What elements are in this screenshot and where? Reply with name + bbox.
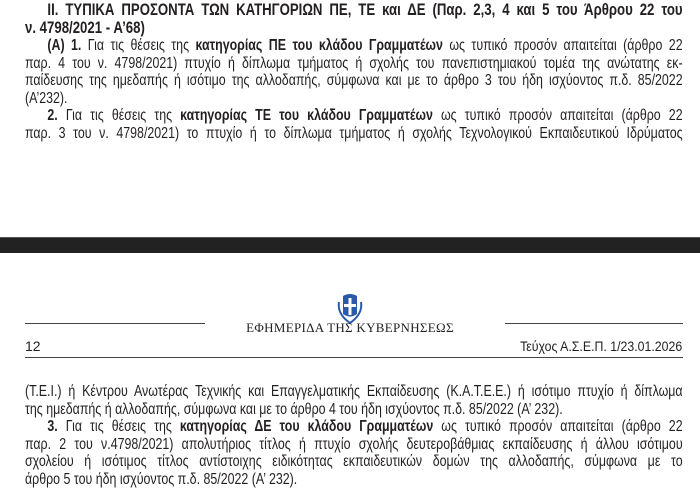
text: ως τυπικό προσόν απαιτείται (άρθρο 22 [433,418,683,435]
text-line: παρ. 2 του ν.4798/2021) απολυτήριος τίτλος ή πτυχίο σχολής δευτεροβάθμιας εκπαίδευσης ή άλλου ισότιμου [25,435,683,453]
text-line: της ημεδαπής ή αλλοδαπής, σύμφωνα και με το άρθρο 4 του ήδη ισχύοντος π.δ. 85/2022 (Α’ 232). [25,400,563,418]
paragraph-3 [25,418,683,436]
section-heading-cont: ν. 4798/2021 - Α’68) [25,19,145,37]
text-line: άρθρο 5 του ήδη ισχύοντος π.δ. 85/2022 (Α’ 232). [25,470,298,488]
text: ως τυπικό προσόν απαιτείται (άρθρο 22 [432,107,683,124]
gazette-title: ΕΦΗΜΕΡΙΔΑ ΤΗΣ ΚΥΒΕΡΝΗΣΕΩΣ [246,320,454,335]
header-rule-bottom [25,357,683,358]
text-line: (Τ.Ε.Ι.) ή Κέντρου Ανωτέρας Τεχνικής και Επαγγελματικής Εκπαίδευσης (Κ.Α.Τ.Ε.Ε.) ή ισότιμο πτυχίο ή δίπλωμα [25,383,683,400]
bold-phrase: κατηγορίας ΤΕ του κλάδου Γραμματέων [180,107,433,124]
text: ως τυπικό προσόν απαιτείται (άρθρο 22 [442,37,683,54]
text-line: παρ. 3 του ν. 4798/2021) το πτυχίο ή το δίπλωμα τμήματος ή σχολής Τεχνολογικού Εκπαιδευτικού Ιδρύματος [25,124,683,142]
section-heading: II. ΤΥΠΙΚΑ ΠΡΟΣΟΝΤΑ ΤΩΝ ΚΑΤΗΓΟΡΙΩΝ ΠΕ, ΤΕ και ΔΕ (Παρ. 2,3, 4 και 5 του Άρθρου 22 του [47,2,683,19]
text: Για τις θέσεις της [57,418,180,435]
text-line: σχολείου ή ισότιμος τίτλος αντίστοιχης ειδικότητας εκπαιδευτικών δομών της αλλοδαπής, σύμφωνα με το [25,453,683,470]
page-break-bar [0,237,700,253]
page-number: 12 [25,338,41,354]
issue-label: Τεύχος Α.Σ.Ε.Π. 1/23.01.2026 [519,338,682,354]
paragraph-number: (Α) 1. [47,37,82,54]
top-section [25,2,683,142]
text: Για τις θέσεις της [57,107,181,124]
text-line: παίδευσης της ημεδαπής ή ισότιμο της αλλοδαπής, σύμφωνα και με το άρθρο 3 του ήδη ισχύοντος π.δ. 85/2022 [25,72,683,89]
text: Για τις θέσεις της [81,37,196,54]
paragraph-a1 [25,37,683,55]
paragraph-number: 2. [47,107,58,124]
bold-phrase: κατηγορίας ΠΕ του κλάδου Γραμματέων [195,37,443,54]
text-line: παρ. 4 του ν. 4798/2021) πτυχίο ή δίπλωμα τμήματος ή σχολής του πανεπιστημιακού τομέα της ανώτατης εκ- [25,54,683,72]
paragraph-2 [25,107,683,125]
paragraph-number: 3. [47,418,58,435]
bold-phrase: κατηγορίας ΔΕ του κλάδου Γραμματέων [179,418,434,435]
bottom-section [25,383,683,488]
text-line: (Α’232). [25,89,68,107]
